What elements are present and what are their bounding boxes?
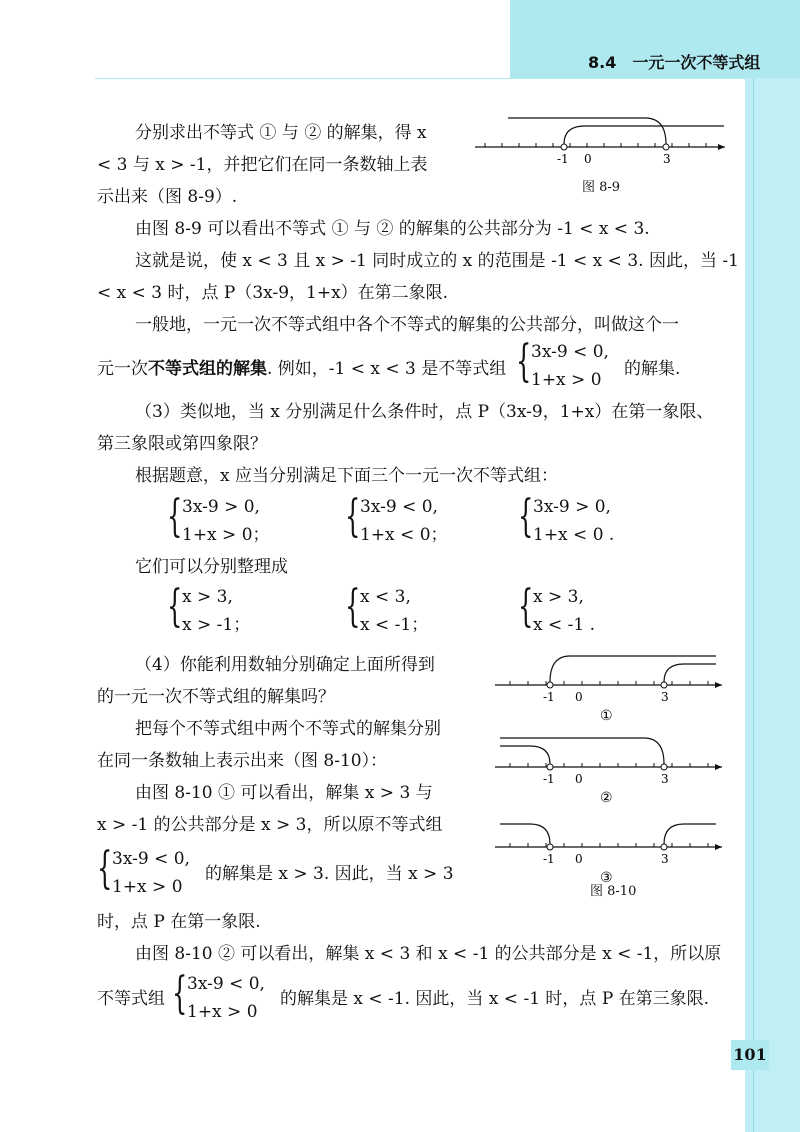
fig810-sub2 <box>495 738 722 806</box>
system1a-brace: { <box>167 491 183 542</box>
fig810-3-tick-neg1: -1 <box>543 852 555 866</box>
system1c-line1: 3x-9 > 0, <box>533 497 611 517</box>
fig810-1-tick-neg1: -1 <box>543 690 555 704</box>
system4-line2: 1+x > 0 <box>187 1002 258 1022</box>
tick-0: 0 <box>584 152 592 166</box>
para9-line1: 把每个不等式组中两个不等式的解集分别 <box>135 719 441 739</box>
fig810-label-2: ② <box>600 790 613 806</box>
fig810-1-tick-0: 0 <box>575 690 583 704</box>
system2b-line1: x < 3, <box>360 587 411 607</box>
system2b-brace: { <box>345 581 361 632</box>
solution-x-gt-neg1 <box>564 126 724 144</box>
para12-text: 的解集是 x < -1. 因此，当 x < -1 时，点 P 在第三象限. <box>280 989 710 1009</box>
system1b-line1: 3x-9 < 0, <box>360 497 438 517</box>
fig810-1-tick-3: 3 <box>661 690 669 704</box>
system1c-brace: { <box>518 491 534 542</box>
system4-line1: 3x-9 < 0, <box>187 974 265 994</box>
system-line1: 3x-9 < 0, <box>531 342 609 362</box>
fig810-2-tick-neg1: -1 <box>543 772 555 786</box>
fig810-sub1 <box>495 656 722 724</box>
para10c: 时，点 P 在第一象限. <box>97 912 261 932</box>
para5-line1: （3）类似地，当 x 分别满足什么条件时，点 P（3x-9，1+x）在第一象限、 <box>135 402 714 422</box>
tick-neg1: -1 <box>557 152 569 166</box>
fig810-3-tick-3: 3 <box>661 852 669 866</box>
fig810-sub3 <box>495 824 722 886</box>
open-point-3 <box>663 144 669 150</box>
figure-8-10-caption: 图 8-10 <box>590 884 637 899</box>
open-point-neg1 <box>561 144 567 150</box>
figure-8-10 <box>490 648 730 898</box>
para7: 它们可以分别整理成 <box>135 557 288 577</box>
para1-line1: 分别求出不等式 ① 与 ② 的解集，得 x <box>135 123 427 143</box>
para5-line2: 第三象限或第四象限？ <box>97 434 267 454</box>
header-rule <box>95 78 745 79</box>
para6: 根据题意，x 应当分别满足下面三个一元一次不等式组： <box>135 466 558 486</box>
system2c-line1: x > 3, <box>533 587 584 607</box>
system1b-brace: { <box>345 491 361 542</box>
para12-pre: 不等式组 <box>97 989 165 1009</box>
solution-x-lt-3 <box>508 118 666 144</box>
system2c-brace: { <box>518 581 534 632</box>
figure-8-9-caption: 图 8-9 <box>582 180 621 195</box>
para4-line2 <box>97 357 506 381</box>
system2b-line2: x < -1； <box>360 615 429 635</box>
axis-arrow <box>718 144 725 150</box>
fig810-2-tick-0: 0 <box>575 772 583 786</box>
system2a-line2: x > -1； <box>182 615 251 635</box>
system1a-line2: 1+x > 0； <box>182 525 270 545</box>
para4-line1: 一般地，一元一次不等式组中各个不等式的解集的公共部分，叫做这个一 <box>135 315 679 335</box>
para8-line1: （4）你能利用数轴分别确定上面所得到 <box>135 655 435 675</box>
para1-line2: < 3 与 x > -1，并把它们在同一条数轴上表 <box>97 155 428 175</box>
para4-pre: 元一次 <box>97 359 148 379</box>
system1c-line2: 1+x < 0 . <box>533 525 615 545</box>
para1-line3: 示出来（图 8-9）. <box>97 187 238 207</box>
para11: 由图 8-10 ② 可以看出，解集 x < 3 和 x < -1 的公共部分是 x < -1，所以原 <box>135 944 722 964</box>
fig810-3-tick-0: 0 <box>575 852 583 866</box>
fig810-2-tick-3: 3 <box>661 772 669 786</box>
para9-line2: 在同一条数轴上表示出来（图 8-10）： <box>97 751 388 771</box>
system2a-brace: { <box>167 581 183 632</box>
system3-line2: 1+x > 0 <box>112 877 183 897</box>
para3-line2: < x < 3 时，点 P（3x-9，1+x）在第二象限. <box>97 283 449 303</box>
section-title: 8.4 一元一次不等式组 <box>588 53 761 72</box>
para4-end: 的解集. <box>624 359 681 379</box>
para10-line1: 由图 8-10 ① 可以看出，解集 x > 3 与 <box>135 783 433 803</box>
system1a-line1: 3x-9 > 0, <box>182 497 260 517</box>
para10b-text: 的解集是 x > 3. 因此，当 x > 3 <box>205 864 454 884</box>
system3-brace: { <box>97 843 113 894</box>
page-number: 101 <box>731 1040 769 1070</box>
system-line2: 1+x > 0 <box>531 370 602 390</box>
system2a-line1: x > 3, <box>182 587 233 607</box>
term-solution-set: 不等式组的解集 <box>148 359 267 379</box>
side-rule <box>753 78 754 1132</box>
para10-line2: x > -1 的公共部分是 x > 3，所以原不等式组 <box>97 815 443 835</box>
tick-3: 3 <box>663 152 671 166</box>
para8-line2: 的一元一次不等式组的解集吗？ <box>97 687 335 707</box>
system-brace: { <box>516 336 532 387</box>
system1b-line2: 1+x < 0； <box>360 525 448 545</box>
axis-ticks <box>485 143 706 147</box>
para2: 由图 8-9 可以看出不等式 ① 与 ② 的解集的公共部分为 -1 < x < 3. <box>135 219 650 239</box>
para4-post: . 例如，-1 < x < 3 是不等式组 <box>267 359 507 379</box>
para3-line1: 这就是说，使 x < 3 且 x > -1 同时成立的 x 的范围是 -1 < x < 3. 因此，当 -1 <box>135 251 739 271</box>
system2c-line2: x < -1 . <box>533 615 596 635</box>
fig810-label-3: ③ <box>600 870 613 886</box>
system4-brace: { <box>172 968 188 1019</box>
fig810-label-1: ① <box>600 708 613 724</box>
system3-line1: 3x-9 < 0, <box>112 849 190 869</box>
